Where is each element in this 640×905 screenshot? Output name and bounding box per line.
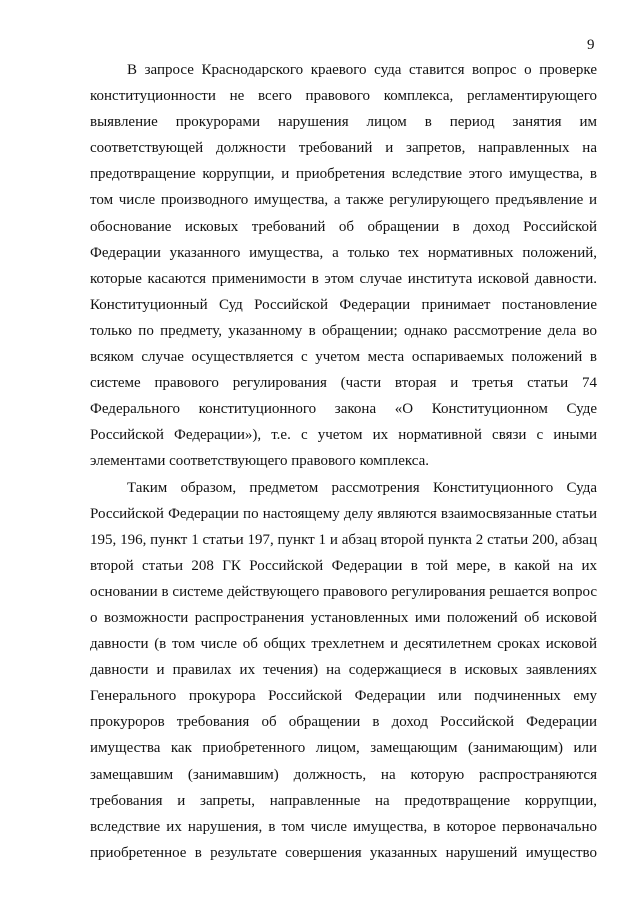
text-line: 195, 196, пункт 1 статьи 197, пункт 1 и абзац второй пункта 2 статьи 200, абзац xyxy=(90,531,597,548)
text-line: замещавшим (занимавшим) должность, на которую распространяются xyxy=(90,766,597,783)
text-line: конституционности не всего правового комплекса, регламентирующего xyxy=(90,88,597,105)
text-line: обоснование исковых требований об обращении в доход Российской xyxy=(90,218,597,235)
paragraph-1 xyxy=(90,57,597,475)
text-line: соответствующей должности требований и запретов, направленных на xyxy=(90,140,597,157)
text-line: элементами соответствующего правового комплекса. xyxy=(90,453,430,470)
document-body xyxy=(90,57,597,866)
text-line: Российской Федерации»), т.е. с учетом их нормативной связи с иными xyxy=(90,427,597,444)
text-line: Российской Федерации по настоящему делу являются взаимосвязанные статьи xyxy=(90,505,597,522)
text-line: системе правового регулирования (части вторая и третья статьи 74 xyxy=(90,375,597,392)
text-line: Федерации указанного имущества, а только тех нормативных положений, xyxy=(90,244,597,261)
text-line: выявление прокурорами нарушения лицом в период занятия им xyxy=(90,114,597,131)
paragraph-2 xyxy=(90,475,597,866)
text-line: основании в системе действующего правового регулирования решается вопрос xyxy=(90,583,597,600)
text-line: Федерального конституционного закона «О Конституционном Суде xyxy=(90,401,597,418)
text-line: вследствие их нарушения, в том числе имущества, в которое первоначально xyxy=(90,818,597,835)
text-line: второй статьи 208 ГК Российской Федерации в той мере, в какой на их xyxy=(90,557,597,574)
text-line: том числе производного имущества, а также регулирующего предъявление и xyxy=(90,192,597,209)
text-line: Таким образом, предметом рассмотрения Конституционного Суда xyxy=(127,479,597,496)
text-line: приобретенное в результате совершения указанных нарушений имущество xyxy=(90,844,597,861)
text-line: давности (в том числе об общих трехлетнем и десятилетнем сроках исковой xyxy=(90,636,597,653)
text-line: В запросе Краснодарского краевого суда ставится вопрос о проверке xyxy=(127,62,597,78)
page-number: 9 xyxy=(587,37,595,53)
text-line: только по предмету, указанному в обращении; однако рассмотрение дела во xyxy=(90,322,597,339)
text-line: прокуроров требования об обращении в доход Российской Федерации xyxy=(90,714,597,731)
text-line: предотвращение коррупции, и приобретения вследствие этого имущества, в xyxy=(90,166,597,183)
text-line: Генерального прокурора Российской Федерации или подчиненных ему xyxy=(90,688,597,705)
text-line: Конституционный Суд Российской Федерации принимает постановление xyxy=(90,296,597,313)
text-line: имущества как приобретенного лицом, замещающим (занимающим) или xyxy=(90,740,597,757)
text-line: требования и запреты, направленные на предотвращение коррупции, xyxy=(90,792,597,809)
text-line: которые касаются применимости в этом случае института исковой давности. xyxy=(90,270,597,287)
text-line: о возможности распространения установленных ими положений об исковой xyxy=(90,609,597,626)
text-line: всяком случае осуществляется с учетом места оспариваемых положений в xyxy=(90,349,597,366)
text-line: давности и правилах их течения) на содержащиеся в исковых заявлениях xyxy=(90,662,597,679)
